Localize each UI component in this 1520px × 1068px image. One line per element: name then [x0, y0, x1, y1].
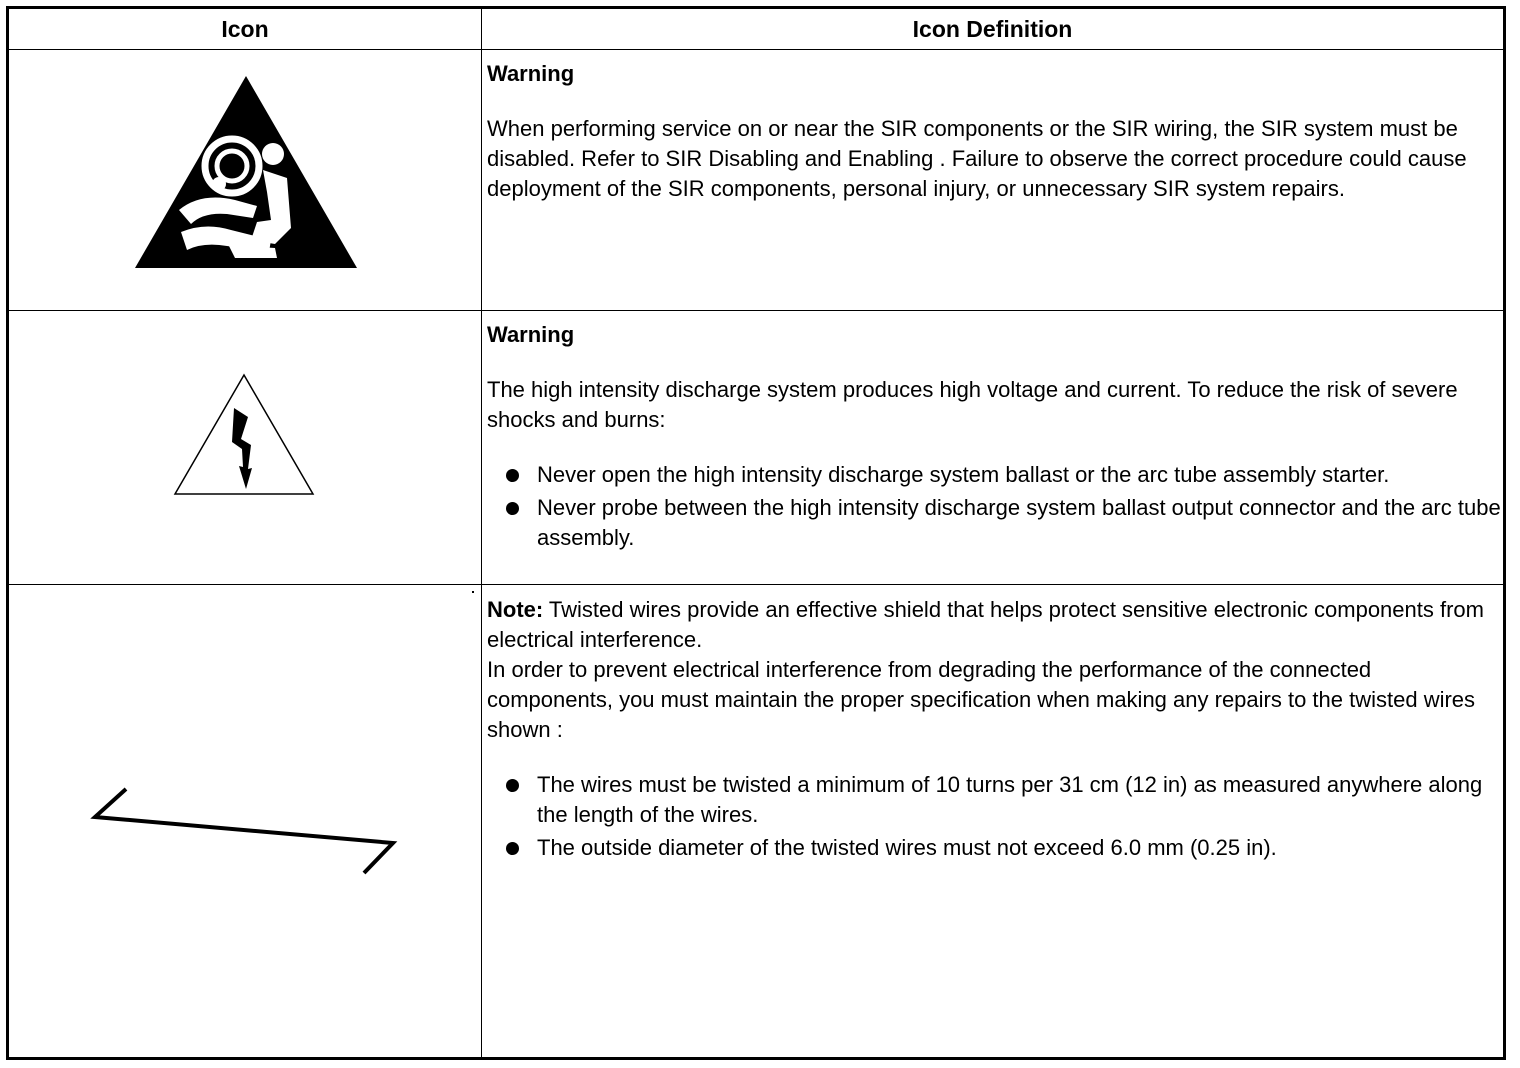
- header-icon: Icon: [221, 16, 269, 42]
- definition-cell-3: [487, 595, 1501, 866]
- list-item-text: The outside diameter of the twisted wires must not exceed 6.0 mm (0.25 in).: [537, 835, 1277, 860]
- warning-title: Warning: [487, 61, 575, 86]
- list-item-text: Never probe between the high intensity discharge system ballast output connector and the arc tube assembly.: [537, 495, 1501, 550]
- bullet-icon: [506, 779, 519, 792]
- icon-definition-table: [6, 6, 1506, 1060]
- note-text: [487, 595, 1501, 655]
- bullet-icon: [506, 842, 519, 855]
- column-divider: [481, 9, 482, 1057]
- twisted-wire-icon: [87, 782, 407, 882]
- list-item: [487, 493, 1501, 553]
- list-item: [487, 770, 1501, 830]
- icon-cell-1: [9, 50, 481, 310]
- icon-cell-2: [9, 311, 481, 584]
- warning-text: The high intensity discharge system produces high voltage and current. To reduce the risk of severe shocks and burns:: [487, 377, 1458, 432]
- list-item: [487, 460, 1501, 490]
- icon-cell-3: [9, 585, 481, 1057]
- specification-text: In order to prevent electrical interference from degrading the performance of the connected components, you must maintain the proper specification when making any repairs to the twisted wires shown :: [487, 657, 1476, 742]
- list-item: [487, 833, 1501, 863]
- note-label: Note:: [487, 597, 544, 622]
- high-voltage-warning-icon: [172, 373, 316, 497]
- airbag-sir-warning-icon: [131, 72, 361, 272]
- definition-cell-2: [487, 320, 1501, 556]
- warning-bullet-list: [487, 460, 1501, 553]
- specification-bullet-list: [487, 770, 1501, 863]
- definition-cell-1: [487, 59, 1501, 204]
- list-item-text: Never open the high intensity discharge system ballast or the arc tube assembly starter.: [537, 462, 1390, 487]
- list-item-text: The wires must be twisted a minimum of 10 turns per 31 cm (12 in) as measured anywhere along the length of the wires.: [537, 772, 1483, 827]
- bullet-icon: [506, 502, 519, 515]
- stray-mark: [472, 591, 474, 593]
- warning-title: Warning: [487, 322, 575, 347]
- note-body: Twisted wires provide an effective shield that helps protect sensitive electronic components from electrical interference.: [487, 597, 1484, 652]
- bullet-icon: [506, 469, 519, 482]
- header-icon-definition: Icon Definition: [912, 16, 1073, 42]
- warning-text: When performing service on or near the SIR components or the SIR wiring, the SIR system must be disabled. Refer to SIR Disabling and Enabling . Failure to observe the correct procedure could cause deployment of the SIR components, personal injury, or unnecessary SIR system repairs.: [487, 116, 1467, 201]
